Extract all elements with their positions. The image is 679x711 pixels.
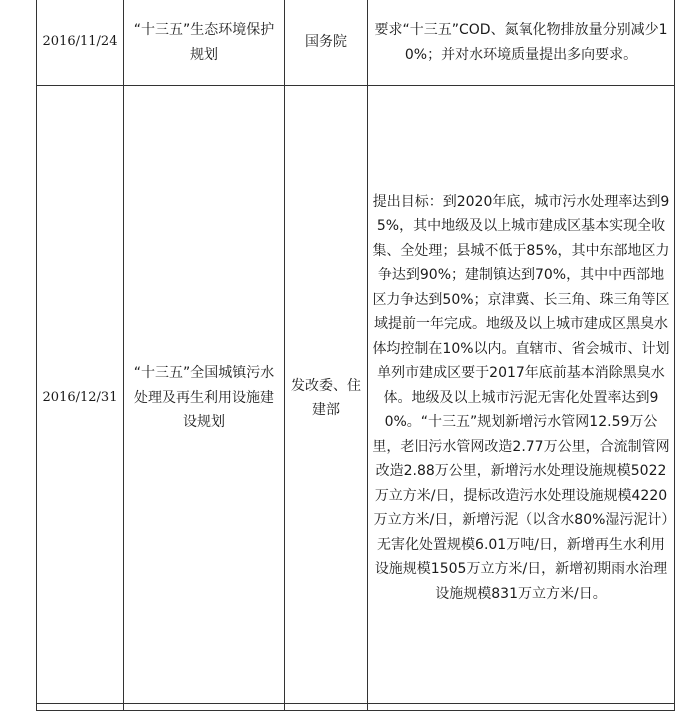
plan-name-cell: “十三五”生态环境保护规划 bbox=[124, 0, 285, 86]
department-cell: 国务院 bbox=[285, 0, 368, 86]
content-cell: 要求“十三五”COD、氮氧化物排放量分别减少10%；并对水环境质量提出多向要求。 bbox=[368, 0, 675, 86]
content-cell: 提出目标：到2020年底，城市污水处理率达到95%，其中地级及以上城市建成区基本实现全收集、全处理；县城不低于85%，其中东部地区力争达到90%；建制镇达到70%，其中中西部地区力争达到50%；京津冀、长三角、珠三角等区域提前一年完成。地级及以上城市建成区黑臭水体均控制在10%以内。直辖市、省会城市、计划单列市建成区要于2017年底前基本消除黑臭水体。地级及以上城市污泥无害化处置率达到90%。“十三五”规划新增污水管网12.59万公里，老旧污水管网改造2.77万公里，合流制管网改造2.88万公里，新增污水处理设施规模5022万立方米/日，提标改造污水处理设施规模4220万立方米/日，新增污泥（以含水80%湿污泥计）无害化处置规模6.01万吨/日，新增再生水利用设施规模1505万立方米/日，新增初期雨水治理设施规模831万立方米/日。 bbox=[368, 86, 675, 711]
date-cell: 2016/11/24 bbox=[37, 0, 124, 86]
department-cell: 发改委、住建部 bbox=[285, 86, 368, 711]
policy-table bbox=[36, 0, 675, 711]
table-row bbox=[37, 0, 675, 86]
date-cell: 2016/12/31 bbox=[37, 86, 124, 711]
plan-name-cell: “十三五”全国城镇污水处理及再生利用设施建设规划 bbox=[124, 86, 285, 711]
policy-table-container bbox=[36, 0, 674, 711]
table-bottom-divider bbox=[36, 703, 674, 704]
table-row bbox=[37, 86, 675, 711]
